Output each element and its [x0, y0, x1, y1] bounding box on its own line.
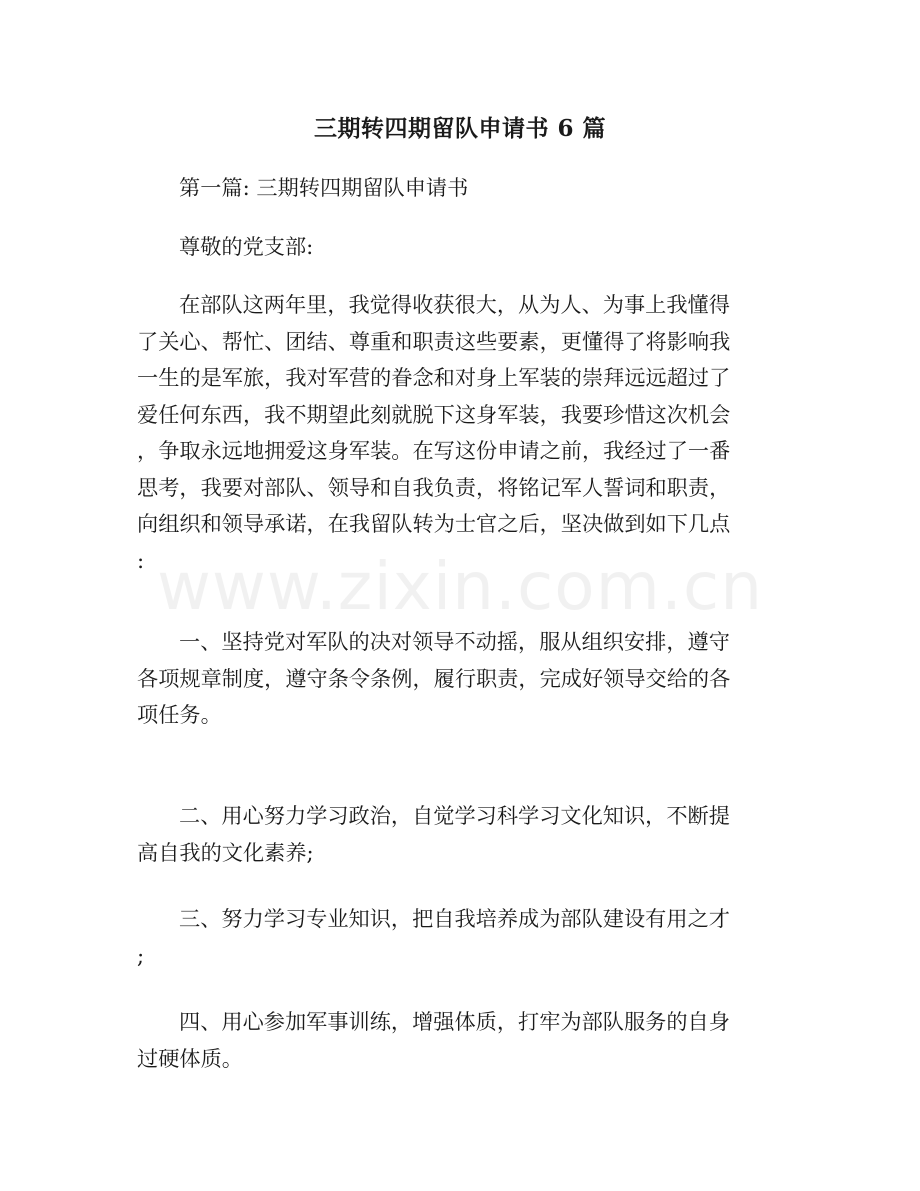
paragraph-line: 三、努力学习专业知识，把自我培养成为部队建设有用之才 [179, 906, 730, 931]
point-4 [137, 1004, 777, 1077]
paragraph-line: 各项规章制度，遵守条令条例，履行职责，完成好领导交给的各 [137, 665, 731, 691]
paragraph-line: 在部队这两年里，我觉得收获很大，从为人、为事上我懂得 [179, 292, 730, 317]
paragraph-line: 项任务。 [137, 702, 222, 727]
paragraph-line: 四、用心参加军事训练，增强体质，打牢为部队服务的自身 [179, 1009, 730, 1034]
paragraph-line: ; [137, 942, 145, 968]
paragraph-line: 高自我的文化素养; [137, 839, 314, 865]
watermark: www.zixin.com.cn [156, 548, 764, 625]
paragraph-line: 了关心、帮忙、团结、尊重和职责这些要素，更懂得了将影响我 [137, 328, 731, 354]
paragraph-line: 一生的是军旅，我对军营的眷念和对身上军装的崇拜远远超过了 [137, 365, 731, 390]
section-heading [137, 170, 777, 207]
paragraph-1 [137, 287, 777, 579]
paragraph-line: ，争取永远地拥爱这身军装。在写这份申请之前，我经过了一番 [137, 438, 731, 463]
salutation-text: 尊敬的党支部: [179, 234, 314, 259]
paragraph-line: 一、坚持党对军队的决对领导不动摇，服从组织安排，遵守 [179, 629, 730, 654]
paragraph-line: 二、用心努力学习政治，自觉学习科学习文化知识，不断提 [179, 803, 730, 828]
salutation [137, 229, 777, 266]
point-1 [137, 624, 777, 734]
paragraph-line: 过硬体质。 [137, 1045, 243, 1071]
point-3 [137, 901, 777, 974]
paragraph-line: : [137, 547, 145, 573]
paragraph-line: 向组织和领导承诺，在我留队转为士官之后，坚决做到如下几点 [137, 511, 731, 536]
section-heading-text: 第一篇: 三期转四期留队申请书 [179, 175, 469, 200]
paragraph-line: 爱任何东西，我不期望此刻就脱下这身军装，我要珍惜这次机会 [137, 401, 731, 427]
point-2 [137, 798, 777, 871]
document-title: 三期转四期留队申请书 6 篇 [313, 115, 607, 142]
paragraph-line: 思考，我要对部队、领导和自我负责，将铭记军人誓词和职责， [137, 474, 731, 500]
